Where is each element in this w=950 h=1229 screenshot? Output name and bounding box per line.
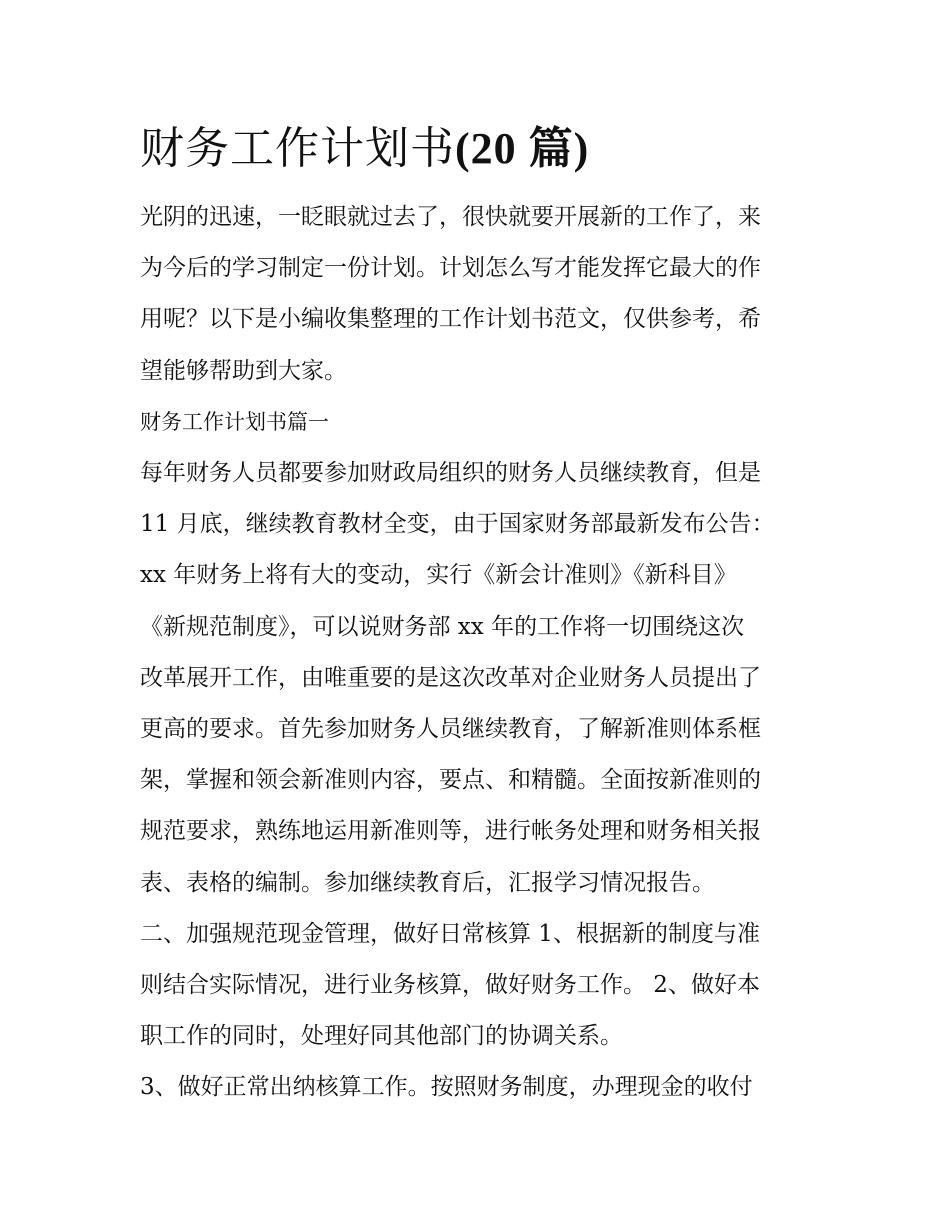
intro-line: 望能够帮助到大家。 (140, 357, 347, 384)
intro-line: 光阴的迅速，一眨眼就过去了，很快就要开展新的工作了，来 (140, 204, 761, 230)
section3-paragraph (140, 1062, 820, 1113)
body-line: 改革展开工作，由唯重要的是这次改革对企业财务人员提出了 (140, 664, 761, 691)
body-line: 规范要求，熟练地运用新准则等，进行帐务处理和财务相关报 (140, 818, 761, 845)
body-line: 《新规范制度》，可以说财务部 xx 年的工作将一切围绕这次 (140, 613, 745, 640)
body-line: 架，掌握和领会新准则内容，要点、和精髓。全面按新准则的 (140, 767, 761, 794)
section2-line: 二、加强规范现金管理，做好日常核算 1、根据新的制度与准 (140, 920, 760, 947)
section2-line: 职工作的同时，处理好同其他部门的协调关系。 (140, 1023, 623, 1050)
section2-line: 则结合实际情况，进行业务核算，做好财务工作。 2、做好本 (140, 972, 760, 999)
document-page (140, 118, 820, 1114)
body-line: 11 月底，继续教育教材全变，由于国家财务部最新发布公告： (140, 511, 775, 538)
intro-paragraph (140, 192, 820, 397)
body-paragraph (140, 448, 820, 909)
section2-paragraph (140, 909, 820, 1063)
section-heading: 财务工作计划书篇一 (140, 409, 329, 434)
title-main: 财务工作计划书 (140, 123, 455, 174)
intro-line: 为今后的学习制定一份计划。计划怎么写才能发挥它最大的作 (140, 255, 761, 282)
body-line: 更高的要求。首先参加财务人员继续教育，了解新准则体系框 (140, 716, 761, 743)
intro-line: 用呢？以下是小编收集整理的工作计划书范文，仅供参考，希 (140, 306, 761, 333)
document-title (140, 118, 820, 180)
section3-line: 3、做好正常出纳核算工作。按照财务制度，办理现金的收付 (140, 1074, 753, 1101)
body-line: 每年财务人员都要参加财政局组织的财务人员继续教育，但是 (140, 460, 761, 487)
body-line: xx 年财务上将有大的变动，实行《新会计准则》《新科目》 (140, 562, 737, 589)
title-suffix: (20 篇) (455, 124, 590, 173)
body-line: 表、表格的编制。参加继续教育后，汇报学习情况报告。 (140, 869, 715, 896)
